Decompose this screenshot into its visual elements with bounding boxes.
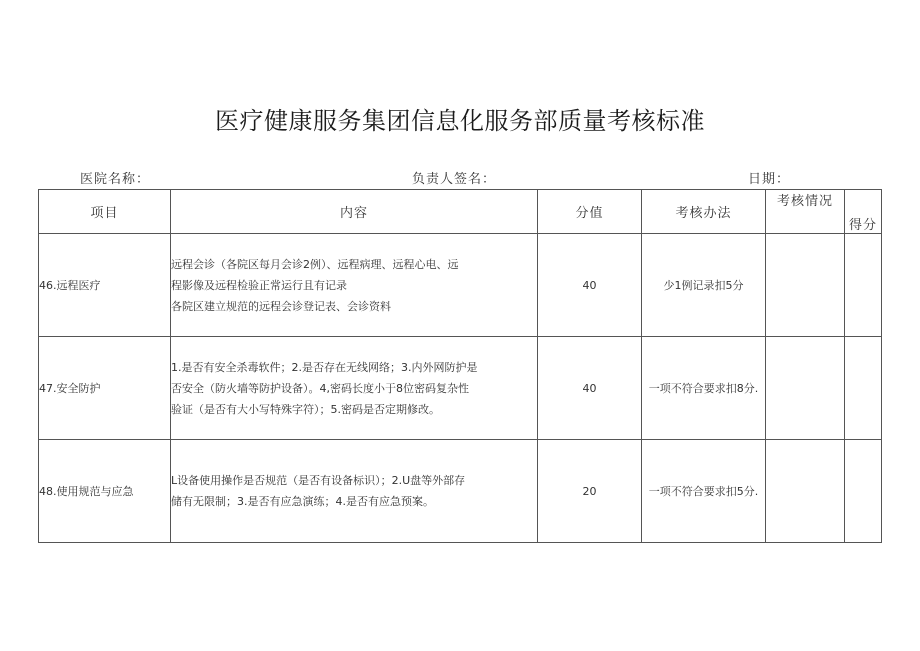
row-score: 20 [538,440,642,543]
row-method: 少1例记录扣5分 [642,234,766,337]
row-item: 48.使用规范与应急 [39,440,171,543]
row-points-cell[interactable] [845,440,882,543]
row-item: 47.安全防护 [39,337,171,440]
table-header-row [39,190,882,234]
header-score: 分值 [538,190,642,234]
assessment-table [38,189,882,543]
row-score: 40 [538,337,642,440]
row-status-cell[interactable] [766,337,845,440]
date-label: 日期： [748,172,791,187]
row-points-cell[interactable] [845,234,882,337]
header-points: 得分 [845,190,882,234]
row-method: 一项不符合要求扣8分. [642,337,766,440]
row-points-cell[interactable] [845,337,882,440]
hospital-name-label: 医院名称： [80,172,151,187]
row-status-cell[interactable] [766,234,845,337]
row-score: 40 [538,234,642,337]
content-line: 储有无限制；3.是否有应急演练；4.是否有应急预案。 [171,495,434,508]
content-line: 验证（是否有大小写特殊字符）；5.密码是否定期修改。 [171,402,440,416]
header-method: 考核办法 [642,190,766,234]
header-item: 项目 [39,190,171,234]
row-item: 46.远程医疗 [39,234,171,337]
content-line: 否安全（防火墙等防护设备）。4,密码长度小于8位密码复杂性 [171,381,469,395]
row-status-cell[interactable] [766,440,845,543]
row-method: 一项不符合要求扣5分. [642,440,766,543]
content-line: 远程会诊（各院区每月会诊2例）、远程病理、远程心电、远 [171,257,459,271]
row-content [171,440,538,543]
table-row [39,337,882,440]
row-content [171,234,538,337]
table-row [39,234,882,337]
page-title: 医疗健康服务集团信息化服务部质量考核标准 [215,107,705,135]
row-content [171,337,538,440]
signature-label: 负责人签名： [412,172,497,187]
content-line: L设备使用操作是否规范（是否有设备标识）；2.U盘等外部存 [171,474,466,487]
header-status: 考核情况 [766,190,845,234]
content-line: 1.是否有安全杀毒软件；2.是否存在无线网络；3.内外网防护是 [171,360,478,374]
header-content: 内容 [171,190,538,234]
content-line: 程影像及远程检验正常运行且有记录 [171,278,347,292]
content-line: 各院区建立规范的远程会诊登记表、会诊资料 [171,299,391,313]
table-row [39,440,882,543]
